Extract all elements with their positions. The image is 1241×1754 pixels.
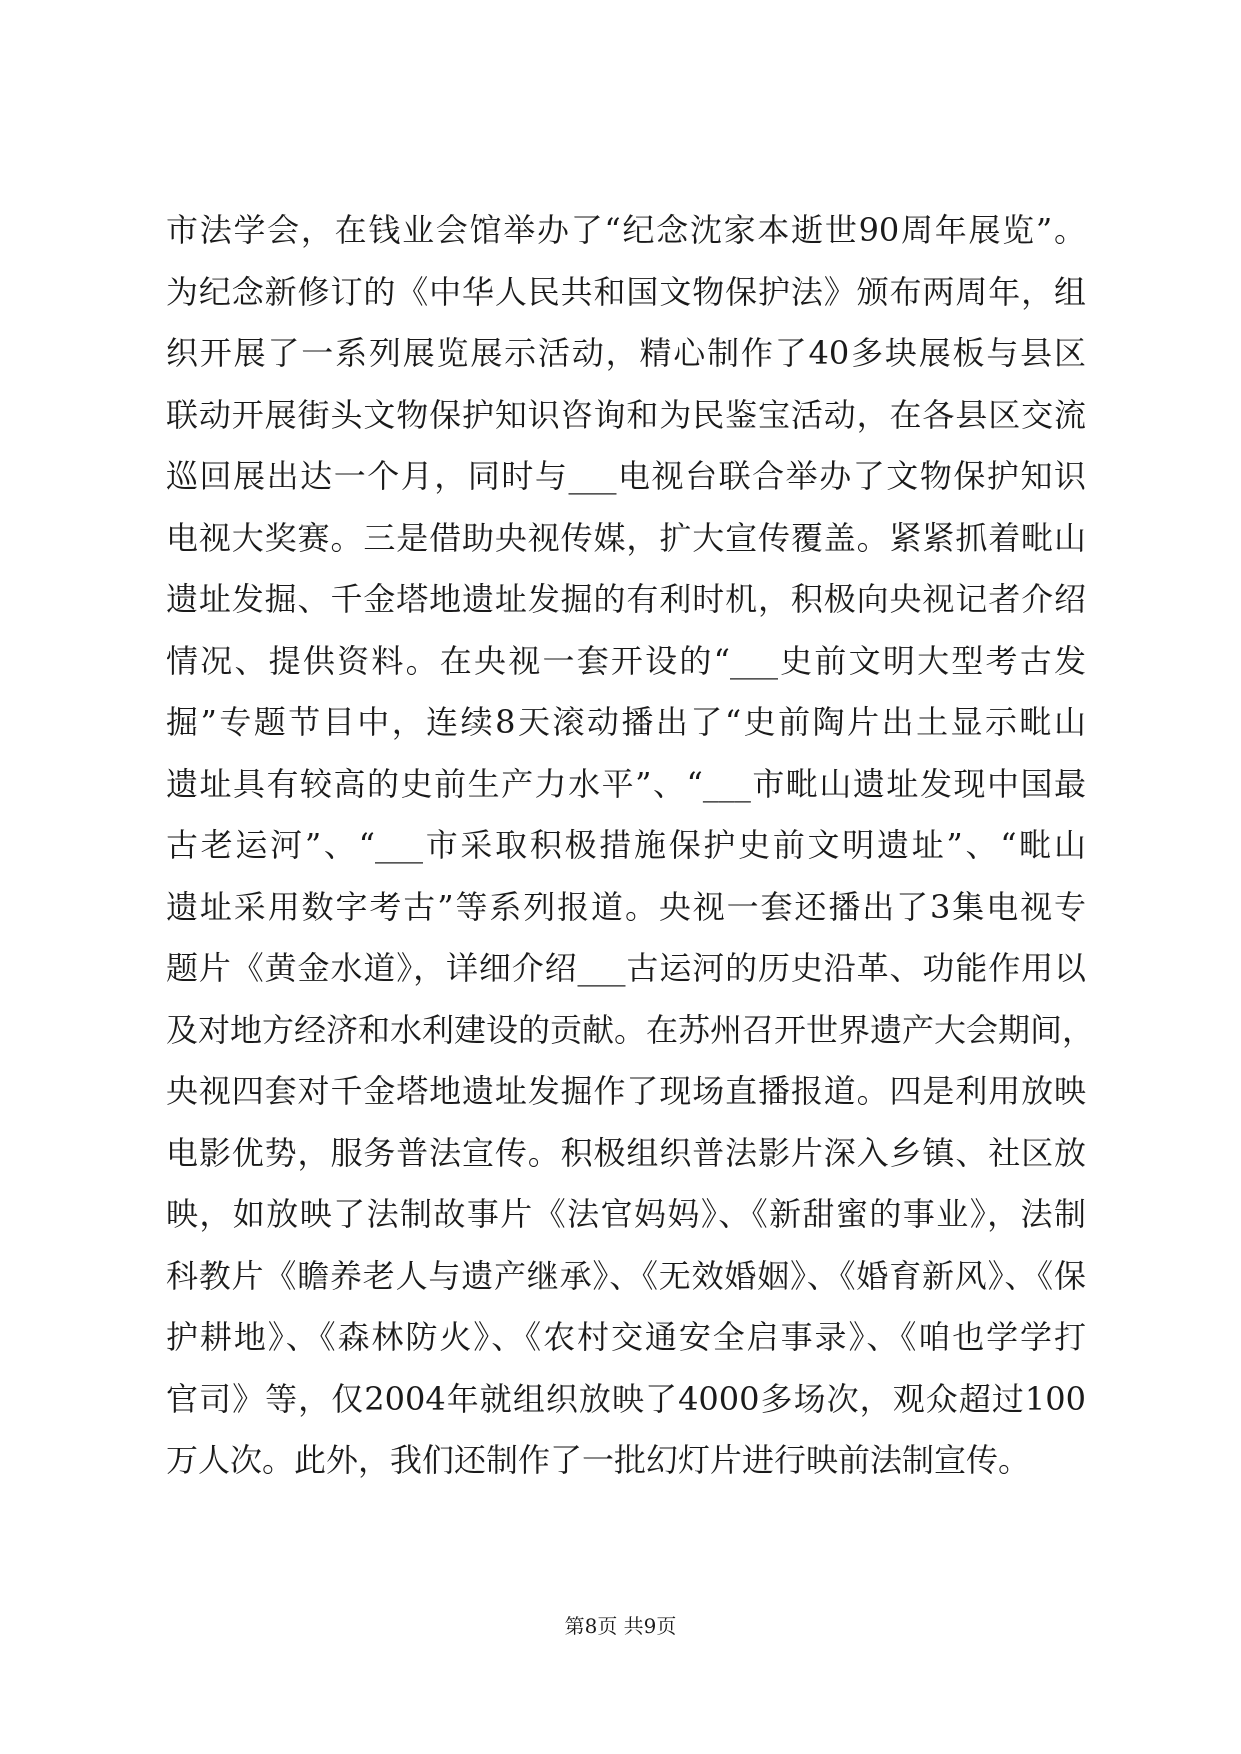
text-line: 掘”专题节目中，连续8天滚动播出了“史前陶片出土显示毗山	[166, 703, 1086, 741]
text-line: 织开展了一系列展览展示活动，精心制作了40多块展板与县区	[166, 334, 1086, 372]
text-line: 映，如放映了法制故事片《法官妈妈》、《新甜蜜的事业》，法制	[166, 1195, 1086, 1233]
text-line: 电视大奖赛。三是借助央视传媒，扩大宣传覆盖。紧紧抓着毗山	[166, 518, 1086, 557]
text-line: 央视四套对千金塔地遗址发掘作了现场直播报道。四是利用放映	[166, 1072, 1086, 1110]
body-text	[166, 200, 1095, 1492]
text-line: 巡回展出达一个月，同时与___电视台联合举办了文物保护知识	[166, 457, 1086, 495]
text-line: 题片《黄金水道》，详细介绍___古运河的历史沿革、功能作用以	[166, 949, 1086, 987]
text-line: 官司》等，仅2004年就组织放映了4000多场次，观众超过100	[166, 1379, 1086, 1418]
text-line: 情况、提供资料。在央视一套开设的“___史前文明大型考古发	[166, 641, 1086, 680]
text-line: 及对地方经济和水利建设的贡献。在苏州召开世界遗产大会期间，	[166, 1010, 1095, 1049]
text-line: 万人次。此外，我们还制作了一批幻灯片进行映前法制宣传。	[166, 1441, 1031, 1479]
page-number-footer: 第8页 共9页	[564, 1614, 677, 1638]
text-line: 为纪念新修订的《中华人民共和国文物保护法》颁布两周年，组	[166, 272, 1086, 311]
text-line: 科教片《瞻养老人与遗产继承》、《无效婚姻》、《婚育新风》、《保	[166, 1256, 1086, 1295]
text-line: 遗址采用数字考古”等系列报道。央视一套还播出了3集电视专	[166, 887, 1086, 926]
text-line: 遗址具有较高的史前生产力水平”、“___市毗山遗址发现中国最	[166, 764, 1086, 803]
text-line: 市法学会，在钱业会馆举办了“纪念沈家本逝世90周年展览”。	[166, 211, 1086, 249]
text-line: 联动开展街头文物保护知识咨询和为民鉴宝活动，在各县区交流	[166, 395, 1086, 434]
text-line: 遗址发掘、千金塔地遗址发掘的有利时机，积极向央视记者介绍	[166, 580, 1086, 618]
text-line: 护耕地》、《森林防火》、《农村交通安全启事录》、《咱也学学打	[166, 1318, 1086, 1356]
text-line: 电影优势，服务普法宣传。积极组织普法影片深入乡镇、社区放	[166, 1133, 1086, 1172]
text-line: 古老运河”、“___市采取积极措施保护史前文明遗址”、“毗山	[166, 826, 1086, 864]
